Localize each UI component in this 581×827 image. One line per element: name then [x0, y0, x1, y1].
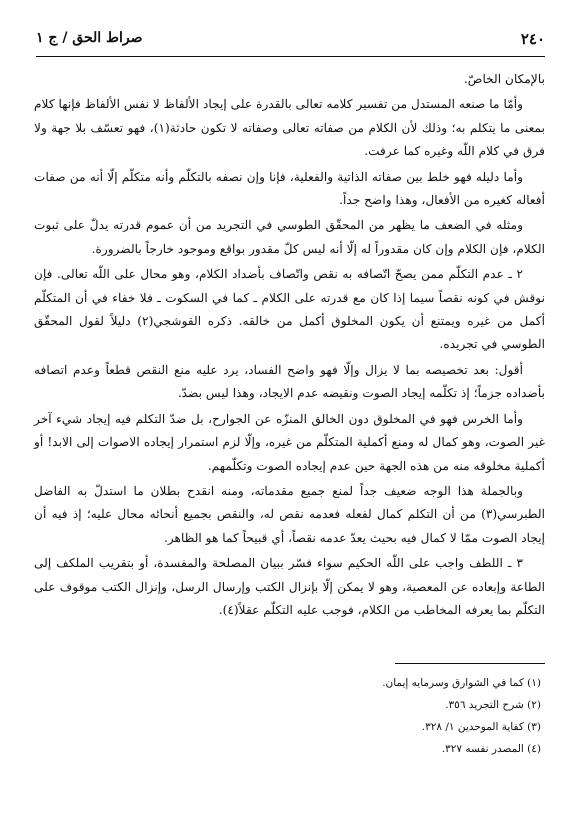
footnote: (٤) المصدر نفسه ٣٢٧. [441, 743, 541, 755]
paragraph: ٣ ـ اللطف واجب على اللّه الحكيم سواء فسّر ببيان المصلحة والمفسدة، أو بتقريب الملكف إلى الطاعة وإبعاده عن المعصية، وهو لا يمكن إلّا بإنزال الكتب وإرسال الرسل، وإنزال الكتب موقوف على التكلّم بما يعرفه المخاطب من الكلام، فوجب عليه التكلّم عقلاً(٤). [34, 556, 545, 617]
footnote: (١) كما في الشوارق وسرمايه إيمان. [382, 677, 541, 689]
page-header [36, 28, 545, 54]
footnotes [36, 672, 541, 760]
paragraph: وبالجملة هذا الوجه ضعيف جداً لمنع جميع مقدماته، ومنه انقدح بطلان ما استدلّ به الفاضل الطبرسي(٣) من أن التكلم كمال لفعله فعدمه نقص له، والنقص بجميع أنحائه محال عليه؛ إذ فيه أن إيجاد الصوت ممّا لا كمال فيه بحيث يعدّ عدمه نقصاً، أي قبيحاً كما هو الظاهر. [34, 483, 545, 545]
header-divider [36, 56, 545, 57]
footnote: (٢) شرح التجريد ٣٥٦. [445, 699, 541, 711]
paragraph: ومثله في الضعف ما يظهر من المحقّق الطوسي في التجريد من أن عموم قدرته يدلّ على ثبوت الكلام، فإن الكلام وإن كان مقدوراً له إلّا أنه ليس كلّ مقدور بواقع وموجود خارجاً بالضرورة. [34, 218, 545, 256]
paragraph: أقول: بعد تخصيصه بما لا يزال وإلّا فهو واضح الفساد، يرد عليه منع النقص قطعاً وعدم اتصافه بأضداده جزماً؛ إذ تكلّمه إيجاد الصوت ونقيضه عدم الايجاد، وهذا ليس بضدّ. [34, 362, 545, 401]
body-text [34, 68, 545, 624]
running-title: صراط الحق / ج ١ [36, 30, 143, 46]
page-number: ٢٤٠ [520, 30, 545, 48]
footnote: (٣) كفاية الموحدين ١/ ٣٢٨. [421, 721, 541, 733]
paragraph: ٢ ـ عدم التكلّم ممن يصحّ اتّصافه به نقص واتّصاف بأضداد الكلام، وهو محال على اللّه تعالى. فإن نوقش في كونه نقصاً سيما إذا كان مع قدرته على الكلام ـ كما في السكوت ـ فلا خفاء في أن المتكلّم أكمل من غيره ويمتنع أن يكون المخلوق أكمل من خالقه. ذكره القوشجي(٢) دليلاً لقول المحقّق الطوسي في تجريده. [34, 267, 545, 352]
paragraph: بالإمكان الخاصّ. [463, 72, 545, 86]
footnote-divider [395, 663, 545, 664]
paragraph: وأمّا ما صنعه المستدل من تفسير كلامه تعالى بالقدرة على إيجاد الألفاظ لا نفس الألفاظ فإنها كلام بمعنى ما يتكلم به؛ وذلك لأن الكلام من صفاته تعالى وصفاته لا تكون حادثة(١)، فهو تعسّف بلا جهة ولا فرق في كلام اللّه وغيره كما عرفت. [34, 97, 545, 159]
paragraph: وأما الخرس فهو في المخلوق دون الخالق المنزّه عن الجوارح، بل ضدّ التكلم فيه إيجاد شيء آخر غير الصوت، وهو كمال له ومنع أكملية المتكلّم من غيره، وإلّا لزم استمرار إيجاده الاصوات إلى الابد! أو أكملية مخلوقه منه من هذه الجهة حين عدم إيجاده الصوت وتكلّمهم. [34, 411, 545, 473]
paragraph: وأما دليله فهو خلط بين صفاته الذاتية والفعلية، فإنا وإن نصفه بالتكلّم وأنه متكلّم إلّا أنه من صفات أفعاله كغيره من الأفعال، وهذا واضح جداً. [34, 169, 545, 208]
